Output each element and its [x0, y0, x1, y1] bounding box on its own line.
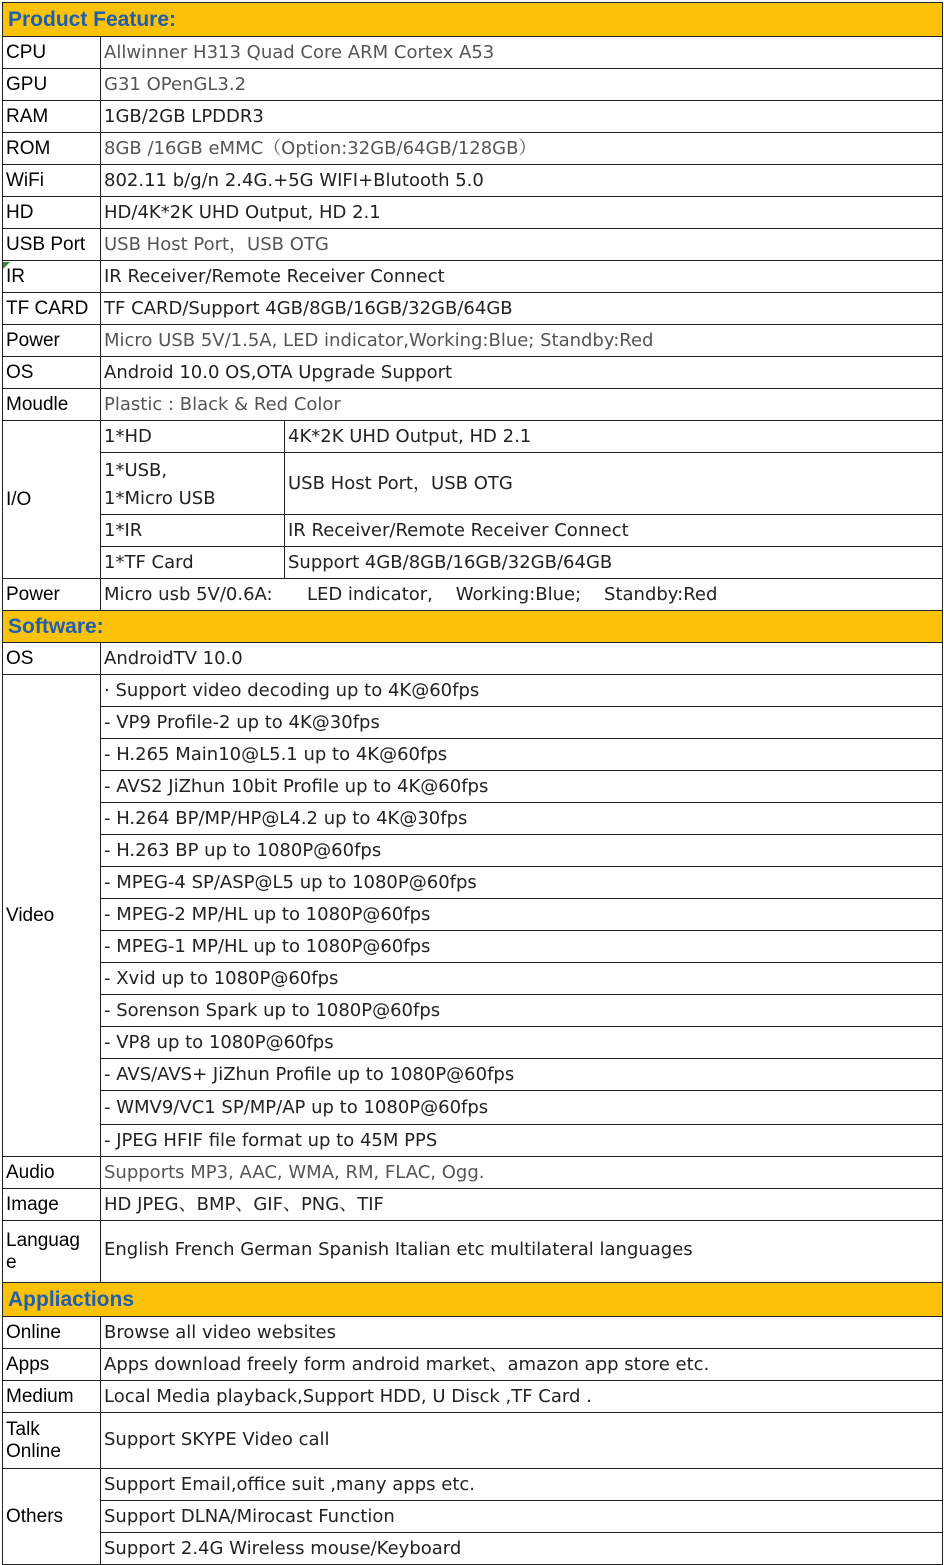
- spec-value: Supports MP3, AAC, WMA, RM, FLAC, Ogg.: [101, 1157, 943, 1189]
- spec-label: Others: [3, 1469, 101, 1565]
- row-os: [3, 357, 943, 389]
- row-tf-card: [3, 293, 943, 325]
- spec-value: USB Host Port，USB OTG: [101, 229, 943, 261]
- video-item: - VP8 up to 1080P@60fps: [101, 1027, 943, 1059]
- row-others: [3, 1469, 943, 1501]
- row-module: [3, 389, 943, 421]
- row-wifi: [3, 165, 943, 197]
- io-port-line: 1*USB,: [104, 459, 168, 481]
- spec-label: USB Port: [3, 229, 101, 261]
- spec-value: Browse all video websites: [101, 1317, 943, 1349]
- spec-value: 8GB /16GB eMMC（Option:32GB/64GB/128GB）: [101, 133, 943, 165]
- video-item: - MPEG-2 MP/HL up to 1080P@60fps: [101, 899, 943, 931]
- label-line: Online: [6, 1440, 61, 1462]
- row-video: [3, 995, 943, 1027]
- section-software: [3, 611, 943, 643]
- row-video: [3, 963, 943, 995]
- row-sw-os: [3, 643, 943, 675]
- video-item: - VP9 Profile-2 up to 4K@30fps: [101, 707, 943, 739]
- spec-value: G31 OPenGL3.2: [101, 69, 943, 101]
- row-rom: [3, 133, 943, 165]
- spec-value: English French German Spanish Italian etc multilateral languages: [101, 1221, 943, 1283]
- row-video: [3, 771, 943, 803]
- row-io-tf: [3, 547, 943, 579]
- row-online: [3, 1317, 943, 1349]
- video-item: · Support video decoding up to 4K@60fps: [101, 675, 943, 707]
- io-port: 1*TF Card: [101, 547, 285, 579]
- row-io-ir: [3, 515, 943, 547]
- row-video: [3, 1125, 943, 1157]
- io-desc: IR Receiver/Remote Receiver Connect: [285, 515, 943, 547]
- spec-label: Audio: [3, 1157, 101, 1189]
- spec-label: Moudle: [3, 389, 101, 421]
- row-video: [3, 931, 943, 963]
- row-video: [3, 1027, 943, 1059]
- row-video: [3, 835, 943, 867]
- section-applications: [3, 1283, 943, 1317]
- spec-label: IR: [3, 261, 101, 293]
- spec-label: Image: [3, 1189, 101, 1221]
- io-port: [101, 453, 285, 515]
- row-ram: [3, 101, 943, 133]
- spec-value: Micro USB 5V/1.5A, LED indicator,Working:Blue; Standby:Red: [101, 325, 943, 357]
- video-item: - Sorenson Spark up to 1080P@60fps: [101, 995, 943, 1027]
- row-medium: [3, 1381, 943, 1413]
- others-item: Support 2.4G Wireless mouse/Keyboard: [101, 1533, 943, 1565]
- video-item: - MPEG-4 SP/ASP@L5 up to 1080P@60fps: [101, 867, 943, 899]
- row-apps: [3, 1349, 943, 1381]
- video-item: - MPEG-1 MP/HL up to 1080P@60fps: [101, 931, 943, 963]
- row-video: [3, 1091, 943, 1125]
- spec-label: Power: [3, 325, 101, 357]
- spec-label: Power: [3, 579, 101, 611]
- row-io-hd: [3, 421, 943, 453]
- spec-label: Medium: [3, 1381, 101, 1413]
- video-item: - H.264 BP/MP/HP@L4.2 up to 4K@30fps: [101, 803, 943, 835]
- spec-label: GPU: [3, 69, 101, 101]
- io-desc: Support 4GB/8GB/16GB/32GB/64GB: [285, 547, 943, 579]
- row-ir: [3, 261, 943, 293]
- spec-label: CPU: [3, 37, 101, 69]
- spec-value: Apps download freely form android market、amazon app store etc.: [101, 1349, 943, 1381]
- row-video: [3, 1059, 943, 1091]
- row-language: [3, 1221, 943, 1283]
- row-power-2: [3, 579, 943, 611]
- spec-label: TF CARD: [3, 293, 101, 325]
- io-desc: USB Host Port，USB OTG: [285, 453, 943, 515]
- label-line: Languag: [6, 1229, 80, 1251]
- spec-value: Android 10.0 OS,OTA Upgrade Support: [101, 357, 943, 389]
- row-video: [3, 739, 943, 771]
- spec-label: Apps: [3, 1349, 101, 1381]
- others-item: Support Email,office suit ,many apps etc.: [101, 1469, 943, 1501]
- spec-table: [2, 2, 943, 1565]
- row-power: [3, 325, 943, 357]
- spec-value: Allwinner H313 Quad Core ARM Cortex A53: [101, 37, 943, 69]
- spec-label: RAM: [3, 101, 101, 133]
- row-video: [3, 675, 943, 707]
- section-title: Software:: [3, 611, 943, 643]
- row-cpu: [3, 37, 943, 69]
- video-item: - AVS/AVS+ JiZhun Profile up to 1080P@60fps: [101, 1059, 943, 1091]
- row-image: [3, 1189, 943, 1221]
- spec-label: I/O: [3, 421, 101, 579]
- spec-value: 802.11 b/g/n 2.4G.+5G WIFI+Blutooth 5.0: [101, 165, 943, 197]
- spec-value: 1GB/2GB LPDDR3: [101, 101, 943, 133]
- spec-label: HD: [3, 197, 101, 229]
- spec-label: [3, 1221, 101, 1283]
- spec-label: Video: [3, 675, 101, 1157]
- row-others: [3, 1533, 943, 1565]
- section-product-feature: [3, 3, 943, 37]
- spec-value: AndroidTV 10.0: [101, 643, 943, 675]
- spec-value: TF CARD/Support 4GB/8GB/16GB/32GB/64GB: [101, 293, 943, 325]
- row-video: [3, 803, 943, 835]
- spec-value: Local Media playback,Support HDD, U Disck ,TF Card .: [101, 1381, 943, 1413]
- spec-value: Support SKYPE Video call: [101, 1413, 943, 1469]
- row-video: [3, 707, 943, 739]
- spec-label: OS: [3, 357, 101, 389]
- spec-value: IR Receiver/Remote Receiver Connect: [101, 261, 943, 293]
- label-line: Talk: [6, 1418, 40, 1440]
- spec-label: [3, 1413, 101, 1469]
- video-item: - AVS2 JiZhun 10bit Profile up to 4K@60fps: [101, 771, 943, 803]
- row-talk-online: [3, 1413, 943, 1469]
- row-video: [3, 867, 943, 899]
- spec-value: Micro usb 5V/0.6A: LED indicator, Working:Blue; Standby:Red: [101, 579, 943, 611]
- video-item: - H.263 BP up to 1080P@60fps: [101, 835, 943, 867]
- spec-value: Plastic : Black & Red Color: [101, 389, 943, 421]
- label-line: e: [6, 1251, 17, 1273]
- section-title: Appliactions: [3, 1283, 943, 1317]
- spec-label: OS: [3, 643, 101, 675]
- spec-label: WiFi: [3, 165, 101, 197]
- row-io-usb: [3, 453, 943, 515]
- row-hd: [3, 197, 943, 229]
- spec-value: HD/4K*2K UHD Output, HD 2.1: [101, 197, 943, 229]
- video-item: - JPEG HFIF file format up to 45M PPS: [101, 1125, 943, 1157]
- video-item: - H.265 Main10@L5.1 up to 4K@60fps: [101, 739, 943, 771]
- io-port: 1*HD: [101, 421, 285, 453]
- io-port: 1*IR: [101, 515, 285, 547]
- section-title: Product Feature:: [3, 3, 943, 37]
- row-audio: [3, 1157, 943, 1189]
- row-video: [3, 899, 943, 931]
- others-item: Support DLNA/Mirocast Function: [101, 1501, 943, 1533]
- row-usb-port: [3, 229, 943, 261]
- io-port-line: 1*Micro USB: [104, 487, 216, 509]
- spec-value: HD JPEG、BMP、GIF、PNG、TIF: [101, 1189, 943, 1221]
- spec-label: Online: [3, 1317, 101, 1349]
- video-item: - WMV9/VC1 SP/MP/AP up to 1080P@60fps: [101, 1091, 943, 1125]
- row-gpu: [3, 69, 943, 101]
- cell-comment-marker: [3, 262, 10, 269]
- video-item: - Xvid up to 1080P@60fps: [101, 963, 943, 995]
- row-others: [3, 1501, 943, 1533]
- spec-label: ROM: [3, 133, 101, 165]
- io-desc: 4K*2K UHD Output, HD 2.1: [285, 421, 943, 453]
